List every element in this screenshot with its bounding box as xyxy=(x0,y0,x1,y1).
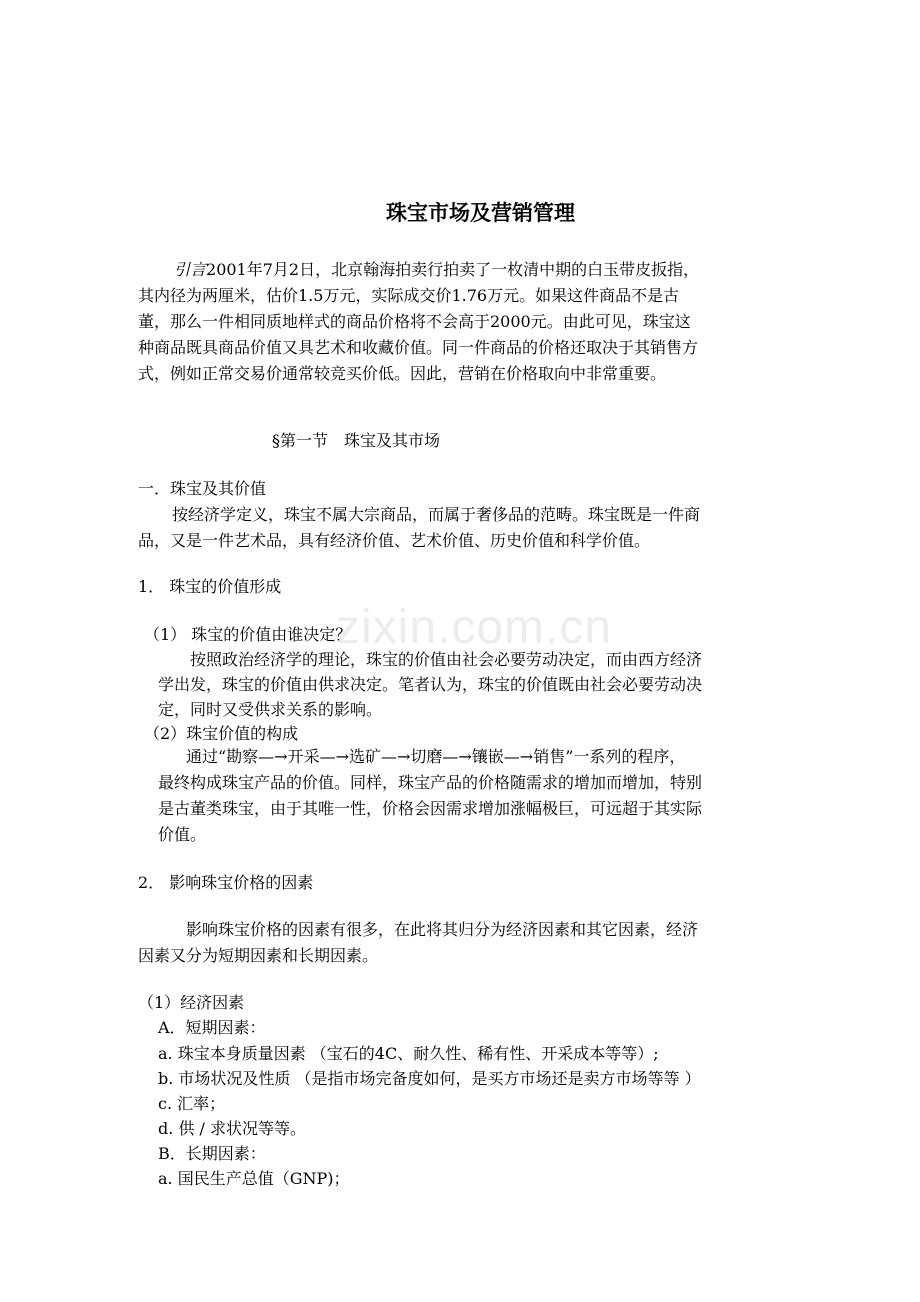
item2-intro-line-1: 影响珠宝价格的因素有很多，在此将其归分为经济因素和其它因素，经济 xyxy=(186,920,699,939)
intro-line-2: 其内径为两厘米，估价1.5万元，实际成交价1.76万元。如果这件商品不是古 xyxy=(138,286,680,305)
part1-line-2: 品，又是一件艺术品，具有经济价值、艺术价值、历史价值和科学价值。 xyxy=(138,531,651,550)
item2-heading: 2． 影响珠宝价格的因素 xyxy=(138,873,314,892)
item1-heading: 1． 珠宝的价值形成 xyxy=(138,577,282,596)
long-term-heading: B．长期因素： xyxy=(158,1144,266,1163)
part1-line-1: 按经济学定义，珠宝不属大宗商品，而属于奢侈品的范畴。珠宝既是一件商 xyxy=(172,505,701,524)
intro-line-4: 种商品既具商品价值又具艺术和收藏价值。同一件商品的价格还取决于其销售方 xyxy=(138,338,699,357)
short-item-a: a. 珠宝本身质量因素 （宝石的4C、耐久性、稀有性、开采成本等等）; xyxy=(158,1044,659,1063)
item1-sub2-line-4: 价值。 xyxy=(158,825,207,844)
item1-sub2-line-3: 是古董类珠宝，由于其唯一性，价格会因需求增加涨幅极巨，可远超于其实际 xyxy=(158,799,703,818)
item1-sub2-line-1: 通过“勘察—→开采—→选矿—→切磨—→镶嵌—→销售”一系列的程序， xyxy=(186,747,686,766)
section-heading: §第一节 珠宝及其市场 xyxy=(272,431,441,450)
item1-sub2-line-2: 最终构成珠宝产品的价值。同样，珠宝产品的价格随需求的增加而增加，特别 xyxy=(158,773,703,792)
intro-line-1 xyxy=(174,257,699,280)
econ-heading: （1）经济因素 xyxy=(138,993,245,1012)
part1-heading: 一．珠宝及其价值 xyxy=(138,479,267,498)
intro-text-1: 2001年7月2日，北京翰海拍卖行拍卖了一枚清中期的白玉带皮扳指， xyxy=(206,260,700,279)
page-title: 珠宝市场及营销管理 xyxy=(386,201,575,225)
long-item-a: a. 国民生产总值（GNP)； xyxy=(158,1169,350,1188)
intro-label: 引言 xyxy=(174,260,207,279)
item1-sub1-line-3: 定，同时又受供求关系的影响。 xyxy=(158,700,383,719)
item2-intro-line-2: 因素又分为短期因素和长期因素。 xyxy=(138,946,379,965)
short-item-c: c. 汇率； xyxy=(158,1094,226,1113)
item1-sub2-heading: （2）珠宝价值的构成 xyxy=(144,724,299,743)
short-item-b: b. 市场状况及性质 （是指市场完备度如何，是买方市场还是卖方市场等等 ） xyxy=(158,1069,701,1088)
short-item-d: d. 供 / 求状况等等。 xyxy=(158,1119,306,1138)
intro-line-5: 式，例如正常交易价通常较竞买价低。因此，营销在价格取向中非常重要。 xyxy=(138,364,667,383)
item1-sub1-line-1: 按照政治经济学的理论，珠宝的价值由社会必要劳动决定，而由西方经济 xyxy=(190,650,703,669)
intro-line-3: 董，那么一件相同质地样式的商品价格将不会高于2000元。由此可见，珠宝这 xyxy=(138,312,691,331)
short-term-heading: A．短期因素： xyxy=(158,1018,266,1037)
item1-sub1-heading: （1） 珠宝的价值由谁决定？ xyxy=(144,625,352,644)
watermark: zixin.com.cn xyxy=(336,601,613,654)
item1-sub1-line-2: 学出发，珠宝的价值由供求决定。笔者认为，珠宝的价值既由社会必要劳动决 xyxy=(158,675,703,694)
